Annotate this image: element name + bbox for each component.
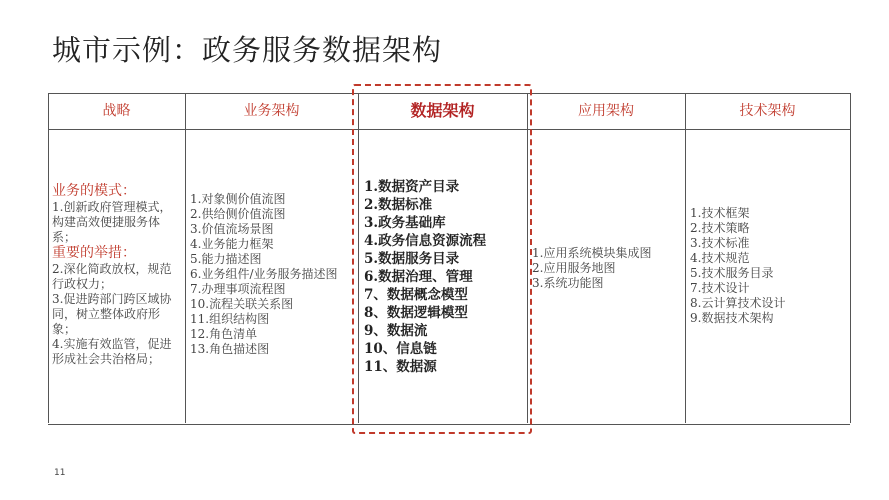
list-item: 3.技术标准 — [690, 236, 750, 250]
mode-heading: 业务的模式： — [52, 183, 136, 199]
list-item: 9、数据流 — [364, 323, 428, 339]
list-item: 11.组织结构图 — [190, 312, 270, 326]
header-business-arch: 业务架构 — [243, 103, 300, 119]
list-item: 7、数据概念模型 — [364, 287, 468, 303]
list-item: 3.政务基础库 — [364, 215, 446, 231]
list-item: 3.系统功能图 — [532, 276, 604, 290]
list-item: 13.角色描述图 — [190, 342, 270, 356]
strategy-item: 1.创新政府管理模式，构建高效便捷服务体系； — [52, 200, 172, 244]
list-item: 2.应用服务地图 — [532, 261, 616, 275]
business-arch-list — [190, 192, 360, 357]
list-item: 9.数据技术架构 — [690, 311, 774, 325]
tech-arch-list — [690, 206, 850, 326]
list-item: 6.业务组件/业务服务描述图 — [190, 267, 338, 281]
list-item: 7.办理事项流程图 — [190, 282, 286, 296]
list-item: 2.供给侧价值流图 — [190, 207, 286, 221]
header-data-arch: 数据架构 — [410, 101, 475, 120]
page-number: 11 — [54, 468, 66, 478]
list-item: 2.技术策略 — [690, 221, 750, 235]
list-item: 8.云计算技术设计 — [690, 296, 786, 310]
strategy-item: 4.实施有效监管，促进形成社会共治格局； — [52, 337, 172, 366]
list-item: 1.技术框架 — [690, 206, 750, 220]
strategy-item: 3.促进跨部门跨区域协同，树立整体政府形象； — [52, 292, 172, 336]
list-item: 4.政务信息资源流程 — [364, 233, 487, 249]
list-item: 8、数据逻辑模型 — [364, 305, 468, 321]
app-arch-list — [532, 246, 690, 291]
header-tech-arch: 技术架构 — [739, 103, 796, 119]
list-item: 5.能力描述图 — [190, 252, 262, 266]
page-title: 城市示例：政务服务数据架构 — [52, 33, 443, 67]
list-item: 7.技术设计 — [690, 281, 750, 295]
list-item: 4.技术规范 — [690, 251, 750, 265]
list-item: 6.数据治理、管理 — [364, 269, 473, 285]
table-divider — [850, 93, 851, 423]
strategy-cell — [52, 183, 180, 367]
data-arch-list — [364, 178, 529, 376]
list-item: 5.技术服务目录 — [690, 266, 774, 280]
strategy-item: 2.深化简政放权，规范行政权力； — [52, 262, 172, 291]
list-item: 4.业务能力框架 — [190, 237, 274, 251]
list-item: 2.数据标准 — [364, 197, 433, 213]
table-divider — [48, 93, 49, 423]
list-item: 1.应用系统模块集成图 — [532, 246, 652, 260]
header-app-arch: 应用架构 — [578, 103, 634, 119]
list-item: 1.数据资产目录 — [364, 179, 460, 195]
table-divider — [185, 93, 186, 423]
list-item: 11、数据源 — [364, 359, 437, 375]
header-strategy: 战略 — [102, 103, 131, 119]
list-item: 10、信息链 — [364, 341, 437, 357]
list-item: 1.对象侧价值流图 — [190, 192, 286, 206]
list-item: 3.价值流场景图 — [190, 222, 274, 236]
list-item: 10.流程关联关系图 — [190, 297, 294, 311]
list-item: 12.角色清单 — [190, 327, 258, 341]
measures-heading: 重要的举措： — [52, 245, 136, 261]
list-item: 5.数据服务目录 — [364, 251, 460, 267]
